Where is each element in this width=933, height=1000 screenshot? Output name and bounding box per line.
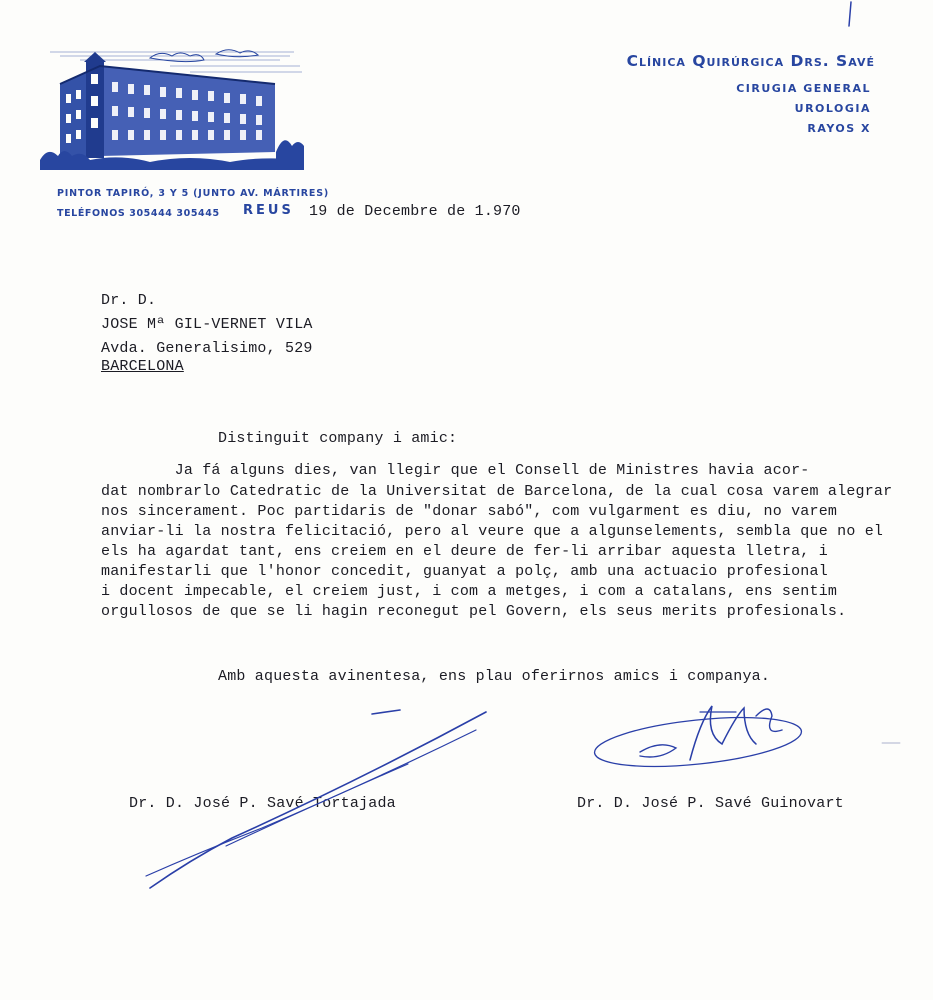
body-line: Ja fá alguns dies, van llegir que el Consell de Ministres havia acor- [101, 462, 810, 479]
body-line: anviar-li la nostra felicitació, pero al veure que a algunselements, sembla que no el [101, 523, 884, 540]
recipient-name: JOSE Mª GIL-VERNET VILA [101, 316, 313, 333]
clinic-building-image [40, 44, 304, 170]
signatory-name-2: Dr. D. José P. Savé Guinovart [577, 795, 844, 812]
specialty-xray: RAYOS X [807, 122, 871, 135]
specialty-surgery: CIRUGIA GENERAL [736, 82, 871, 95]
clinic-phones: TELÉFONOS 305444 305445 [57, 208, 220, 219]
clinic-address: PINTOR TAPIRÓ, 3 Y 5 (JUNTO AV. MÁRTIRES) [57, 188, 329, 199]
body-line: nos sincerament. Poc partidaris de "donar sabó", com vulgarment es diu, no varem [101, 503, 838, 520]
recipient-street: Avda. Generalisimo, 529 [101, 340, 313, 357]
body-line: dat nombrarlo Catedratic de la Universitat de Barcelona, de la cual cosa varem alegrar [101, 483, 893, 500]
letter-date: 19 de Decembre de 1.970 [309, 203, 521, 220]
body-line: els ha agardat tant, ens creiem en el deure de fer-li arribar aquesta lletra, i [101, 543, 828, 560]
body-line: orgullosos de que se li hagin reconegut pel Govern, els seus merits profesionals. [101, 603, 847, 620]
closing-line: Amb aquesta avinentesa, ens plau oferirnos amics i companya. [218, 668, 771, 685]
clinic-city: REUS [243, 203, 294, 218]
clinic-name: Clínica Quirúrgica Drs. Savé [626, 52, 875, 70]
signatory-name-1: Dr. D. José P. Savé Tortajada [129, 795, 396, 812]
body-line: manifestarli que l'honor concedit, guanyat a polç, amb una actuacio profesional [101, 563, 828, 580]
recipient-title: Dr. D. [101, 292, 157, 309]
recipient-city: BARCELONA [101, 358, 184, 375]
salutation: Distinguit company i amic: [218, 430, 458, 447]
body-line: i docent impecable, el creiem just, i com a metges, i com a catalans, ens sentim [101, 583, 838, 600]
specialty-urology: UROLOGIA [794, 102, 871, 115]
